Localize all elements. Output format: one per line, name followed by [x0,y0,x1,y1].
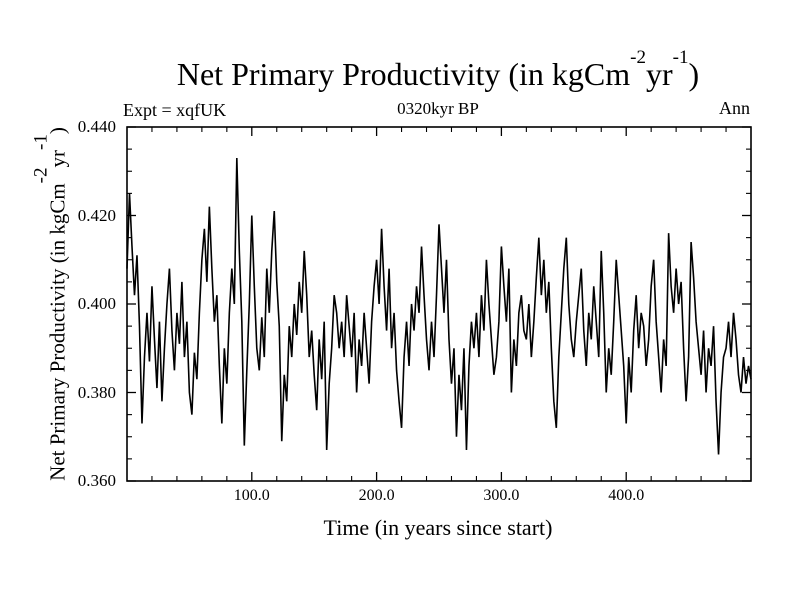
cadence-label: Ann [719,98,750,118]
plot-frame [127,127,751,481]
data-series-line [127,158,751,454]
y-tick-label: 0.380 [77,382,116,402]
y-axis-label-text: Net Primary Productivity (in kgCm [45,183,70,481]
experiment-label: Expt = xqfUK [123,100,227,120]
title-superscript-exponent: -1 [672,46,689,68]
y-axis-label-text: ) [45,127,70,135]
chart-title-text: Net Primary Productivity (in kgCm [176,56,631,92]
chart-title-text: yr [645,56,673,92]
y-tick-label: 0.360 [77,471,116,490]
x-axis-label: Time (in years since start) [323,515,553,540]
x-tick-label: 400.0 [608,487,645,504]
x-tick-label: 100.0 [233,487,270,504]
y-tick-label: 0.400 [77,294,116,313]
chart-subtitle: 0320kyr BP [397,99,479,118]
y-tick-label: 0.420 [77,205,116,225]
y-axis-superscript-exponent: -1 [30,134,52,151]
title-superscript-exponent: -2 [630,46,646,68]
y-axis-superscript-exponent: -2 [30,167,52,184]
y-tick-label: 0.440 [77,117,116,136]
x-tick-label: 300.0 [483,487,520,504]
chart-title-text: ) [688,56,700,92]
y-axis-label-text: yr [45,150,70,168]
x-tick-label: 200.0 [358,487,395,504]
